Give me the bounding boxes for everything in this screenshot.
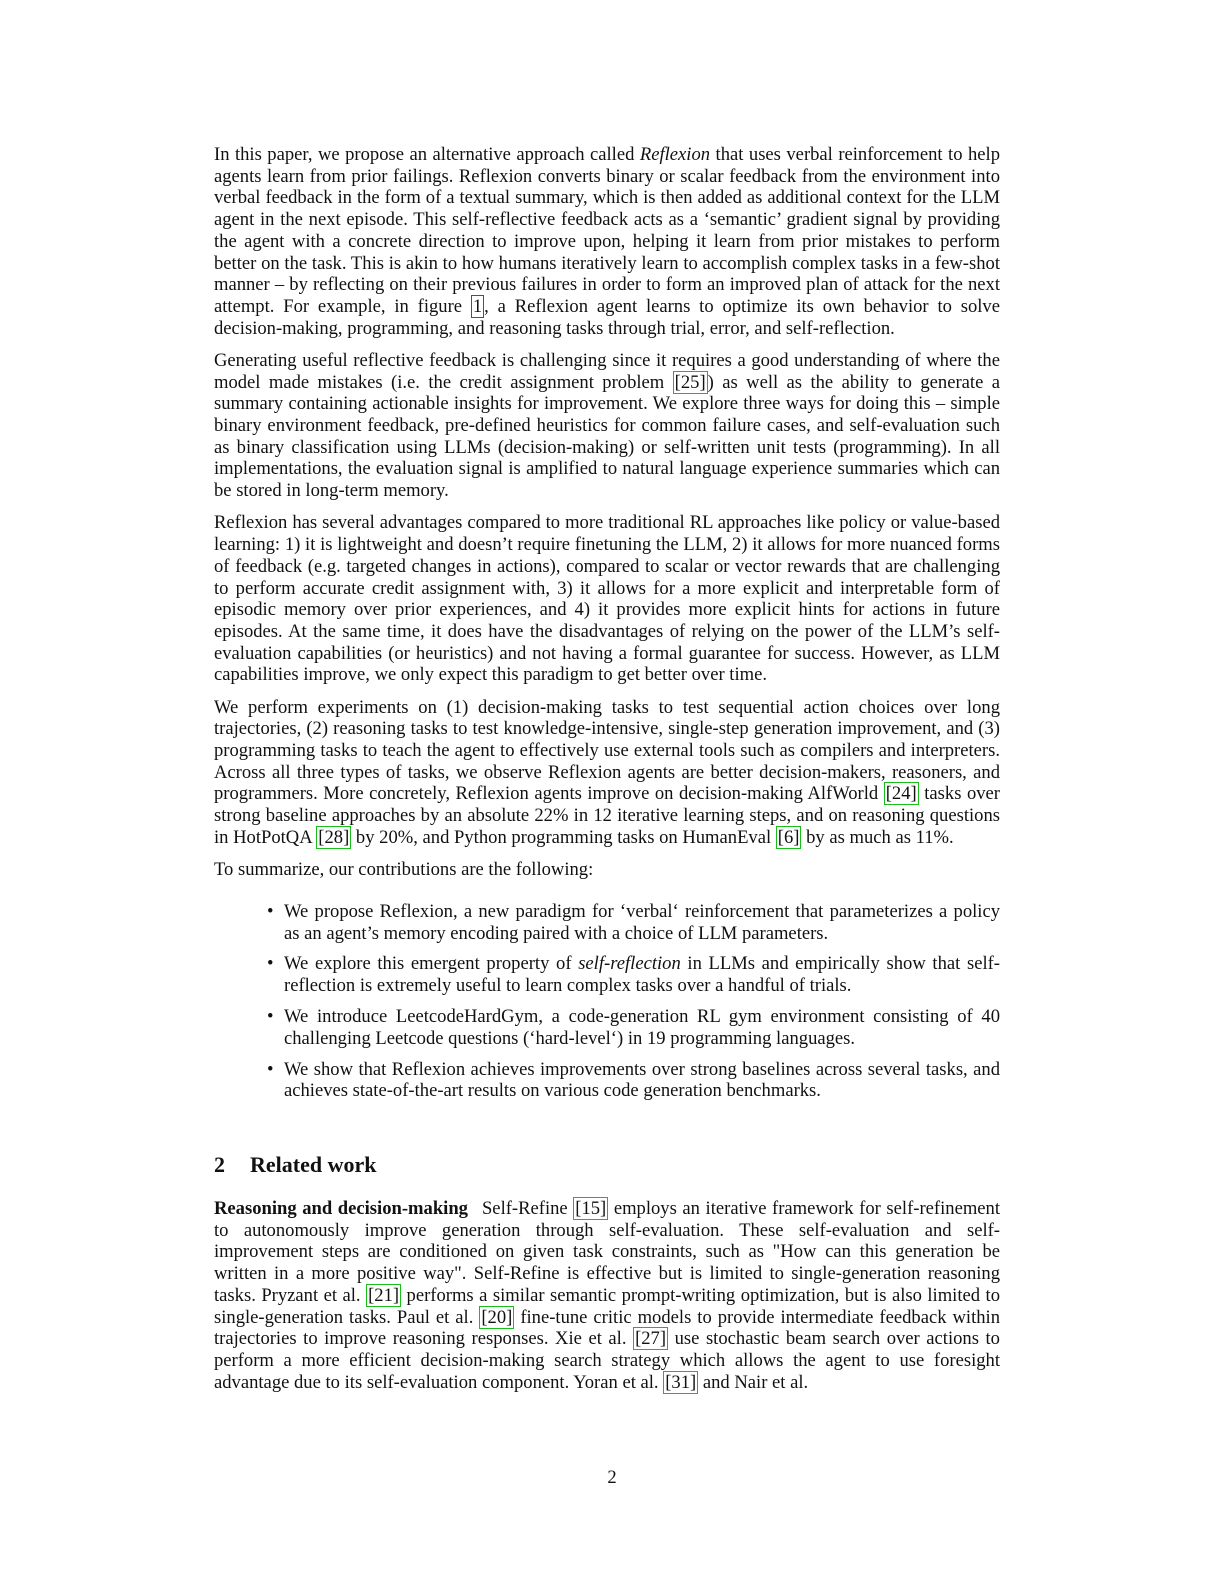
section-heading [214, 1152, 1000, 1178]
citation-link[interactable]: [15] [575, 1198, 607, 1220]
text-run: fine-tune critic models to provide intermediate feedback within trajectories to improve reasoning responses. Xie et al. [214, 1306, 1000, 1350]
text-run: by as much as 11%. [801, 826, 954, 848]
paragraph-related-reasoning [214, 1198, 1000, 1393]
citation-link[interactable]: [6] [777, 826, 800, 848]
text-run: In this paper, we propose an alternative approach called [214, 144, 640, 165]
text-run: tasks over strong baseline approaches by an absolute 22% in 12 iterative learning steps, and on reasoning questions in HotPotQA [214, 783, 1000, 848]
paper-page [214, 144, 1000, 1404]
paragraph-summary-intro: To summarize, our contributions are the following: [214, 859, 594, 881]
list-item: • We introduce LeetcodeHardGym, a code-generation RL gym environment consisting of 40 challenging Leetcode questions (‘hard-level‘) in 19 programming languages. [284, 1006, 1000, 1049]
list-item: • We show that Reflexion achieves improvements over strong baselines across several tasks, and achieves state-of-the-art results on various code generation benchmarks. [284, 1059, 1000, 1102]
run-in-heading: Reasoning and decision-making [214, 1198, 468, 1220]
paragraph-experiments [214, 697, 1000, 849]
text-run: in LLMs and empirically show that self-reflection is extremely useful to learn complex tasks over a handful of trials. [284, 953, 1000, 997]
emphasis-self-reflection: self-reflection [578, 953, 681, 975]
citation-link[interactable]: [31] [665, 1371, 697, 1393]
citation-link[interactable]: [21] [368, 1284, 400, 1306]
list-item [284, 953, 1000, 996]
text-run: and Nair et al. [698, 1371, 809, 1393]
text-run: by 20%, and Python programming tasks on HumanEval [351, 826, 776, 848]
text-run: performs a similar semantic prompt-writing optimization, but is also limited to single-generation tasks. Paul et al. [214, 1284, 1001, 1328]
contributions-list [214, 901, 1000, 1102]
paragraph-reflective-feedback [214, 350, 1000, 502]
text-run: Self-Refine [481, 1198, 574, 1220]
list-item: • We propose Reflexion, a new paradigm for ‘verbal‘ reinforcement that parameterizes a policy as an agent’s memory encoding paired with a choice of LLM parameters. [284, 901, 1000, 944]
paragraph-advantages: Reflexion has several advantages compared to more traditional RL approaches like policy or value-based learning: 1) it is lightweight and doesn’t require finetuning the LLM, 2) it allows for more nuanced forms of feedback (e.g. targeted changes in actions), compared to scalar or vector rewards that are challenging to perform accurate credit assignment with, 3) it allows for a more explicit and interpretable form of episodic memory over prior experiences, and 4) it provides more explicit hints for actions in future episodes. At the same time, it does have the disadvantages of relying on the power of the LLM’s self-evaluation capabilities (or heuristics) and not having a formal guarantee for success. However, as LLM capabilities improve, we only expect this paradigm to get better over time. [214, 512, 1000, 686]
page-number: 2 [607, 1467, 617, 1488]
citation-link[interactable]: [20] [481, 1306, 513, 1328]
paragraph-intro-reflexion [214, 144, 1000, 339]
text-run: Generating useful reflective feedback is challenging since it requires a good understanding of where the model made mistakes (i.e. the credit assignment problem [214, 349, 1000, 393]
citation-link[interactable]: [27] [635, 1328, 667, 1350]
text-run: use stochastic beam search over actions to perform a more efficient decision-making search strategy which allows the agent to use foresight advantage due to its self-evaluation component. Yoran et al. [214, 1328, 1000, 1393]
section-number: 2 [214, 1152, 225, 1178]
citation-link[interactable]: [25] [674, 371, 706, 393]
text-run: We perform experiments on (1) decision-making tasks to test sequential action choices over long trajectories, (2) reasoning tasks to test knowledge-intensive, single-step generation improvement, and (3) programming tasks to teach the agent to effectively use external tools such as compilers and interpreters. Across all three types of tasks, we observe Reflexion agents are better decision-makers, reasoners, and programmers. More concretely, Reflexion agents improve on decision-making AlfWorld [214, 696, 1000, 805]
citation-link[interactable]: [24] [885, 783, 917, 805]
text-run: ) as well as the ability to generate a summary containing actionable insights for improvement. We explore three ways for doing this – simple binary environment feedback, pre-defined heuristics for common failure cases, and self-evaluation such as binary classification using LLMs (decision-making) or self-written unit tests (programming). In all implementations, the evaluation signal is amplified to natural language experience summaries which can be stored in long-term memory. [214, 371, 1000, 502]
text-run: employs an iterative framework for self-refinement to autonomously improve generation through self-evaluation. These self-evaluation and self-improvement steps are conditioned on given task constraints, such as "How can this generation be written in a more positive way". Self-Refine is effective but is limited to single-generation reasoning tasks. Pryzant et al. [214, 1198, 1000, 1306]
figure-reference-link[interactable]: 1 [472, 295, 483, 317]
text-run: , a Reflexion agent learns to optimize its own behavior to solve decision-making, programming, and reasoning tasks through trial, error, and self-reflection. [214, 295, 1000, 339]
section-title: Related work [250, 1152, 377, 1178]
text-run: We explore this emergent property of [284, 953, 579, 975]
citation-link[interactable]: [28] [318, 826, 350, 848]
emphasis-reflexion: Reflexion [639, 144, 711, 165]
text-run: that uses verbal reinforcement to help agents learn from prior failings. Reflexion converts binary or scalar feedback from the environment into verbal feedback in the form of a textual summary, which is then added as additional context for the LLM agent in the next episode. This self-reflective feedback acts as a ‘semantic’ gradient signal by providing the agent with a concrete direction to improve upon, helping it learn from prior mistakes to perform better on the task. This is akin to how humans iteratively learn to accomplish complex tasks in a few-shot manner – by reflecting on their previous failures in order to form an improved plan of attack for the next attempt. For example, in figure [214, 144, 1001, 317]
